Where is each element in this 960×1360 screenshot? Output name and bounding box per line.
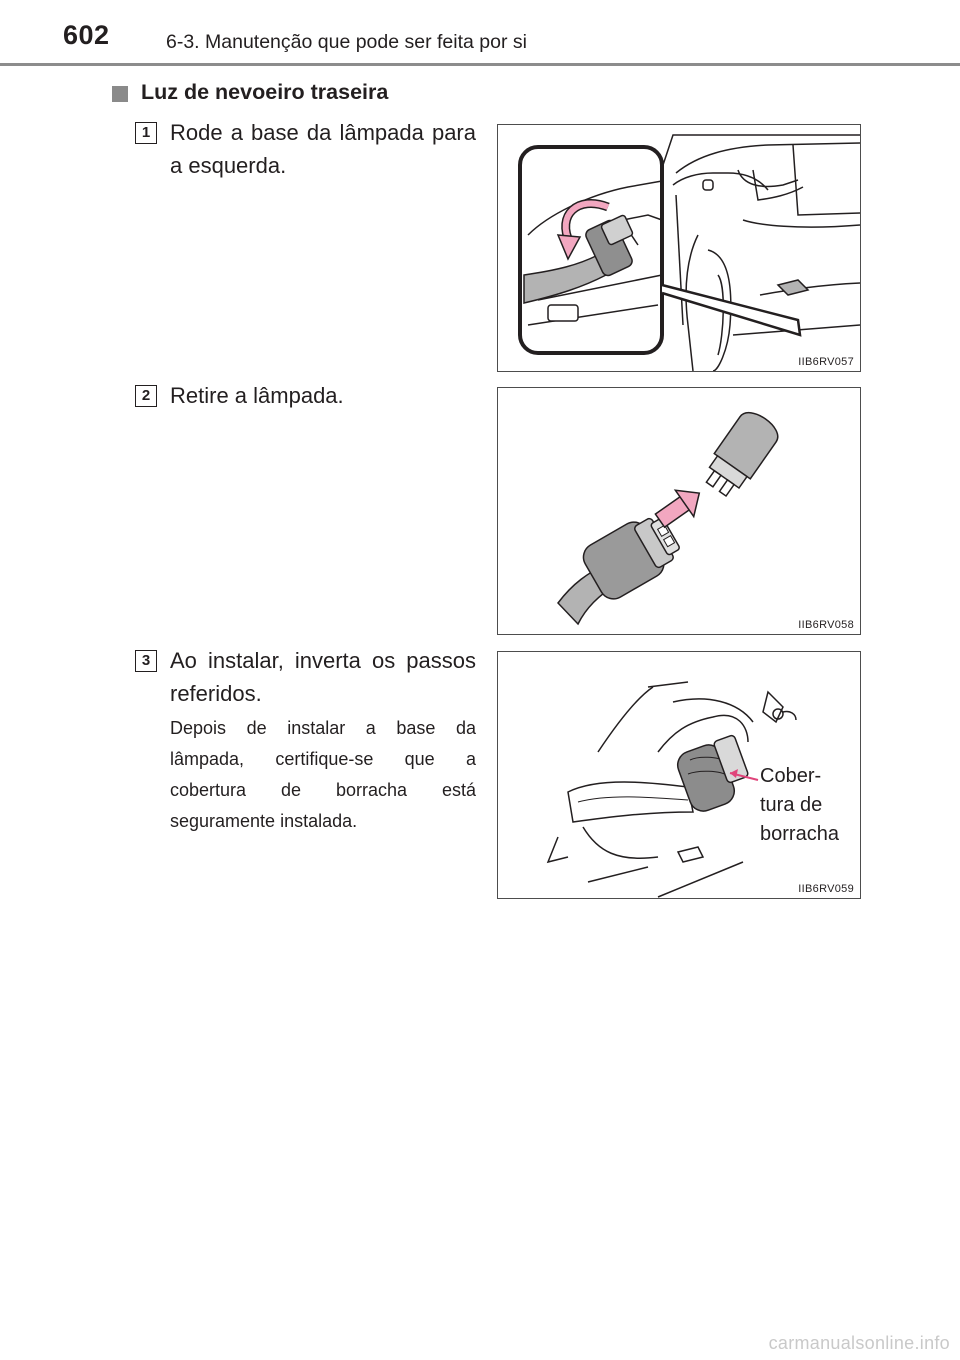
step-note-3: Depois de instalar a base da lâmpada, certifique-se que a cobertura de borracha está seguramente instalada. <box>170 718 476 831</box>
step-badge-1: 1 <box>135 122 157 144</box>
section-bullet-icon <box>112 86 128 102</box>
step-text-1: Rode a base da lâmpada para a esquerda. <box>170 120 476 178</box>
callout-line-2: tura de <box>760 794 823 816</box>
figure-code-3: IIB6RV059 <box>798 883 854 895</box>
figure-1-drawing <box>498 125 860 371</box>
figure-2-drawing <box>498 388 860 634</box>
header-rule <box>0 63 960 66</box>
callout-line-3: borracha <box>760 823 839 845</box>
step-text-3: Ao instalar, inverta os passos referidos. <box>170 648 476 706</box>
callout-rubber-cover <box>760 762 839 849</box>
footer-watermark: carmanualsonline.info <box>768 1333 950 1353</box>
figure-code-2: IIB6RV058 <box>798 619 854 631</box>
callout-line-1: Cober- <box>760 765 822 787</box>
figure-code-1: IIB6RV057 <box>798 356 854 368</box>
step-badge-3: 3 <box>135 650 157 672</box>
step-badge-2: 2 <box>135 385 157 407</box>
figure-2 <box>497 387 861 635</box>
page-number: 602 <box>63 20 110 50</box>
figure-1 <box>497 124 861 372</box>
figure-3 <box>497 651 861 899</box>
running-header: 6-3. Manutenção que pode ser feita por si <box>166 31 527 53</box>
section-title: Luz de nevoeiro traseira <box>141 80 389 104</box>
step-text-2: Retire a lâmpada. <box>170 383 344 408</box>
section-heading <box>112 80 388 105</box>
